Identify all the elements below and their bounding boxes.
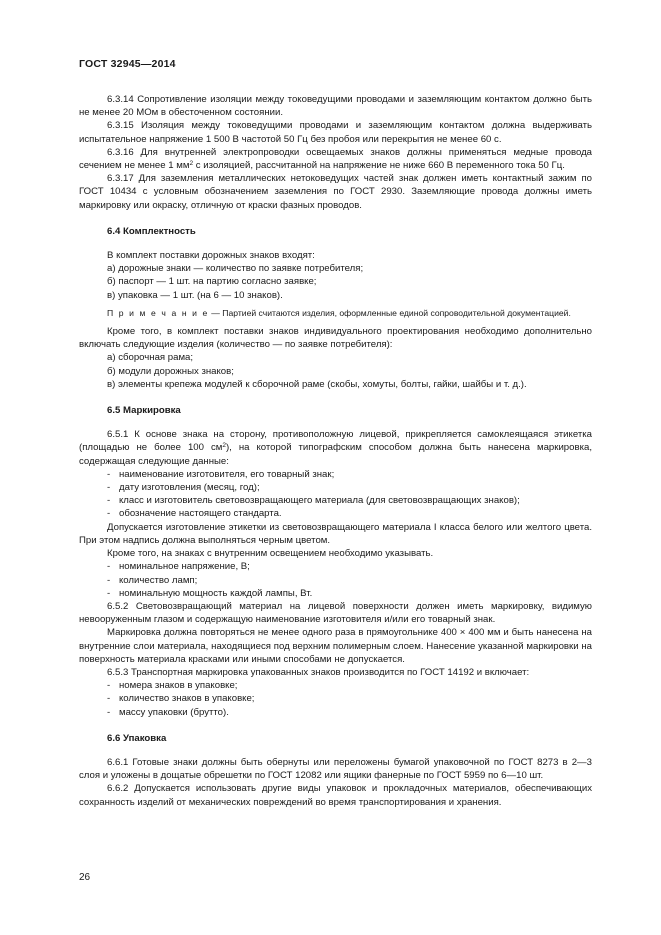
list-item: б) модули дорожных знаков; xyxy=(107,365,234,377)
note xyxy=(79,307,592,320)
section-heading-6-4: 6.4 Комплектность xyxy=(107,225,196,237)
paragraph-6-3-16 xyxy=(79,146,592,172)
list-item: б) паспорт — 1 шт. на партию согласно заявке; xyxy=(107,276,317,288)
list-item: в) элементы крепежа модулей к сборочной раме (скобы, хомуты, болты, гайки, шайбы и т. д.). xyxy=(107,378,527,390)
dash-list-item: - номинальное напряжение, В; xyxy=(107,561,250,573)
paragraph-6-6-2: 6.6.2 Допускается использовать другие виды упаковок и прокладочных материалов, обеспечивающих сохранность изделий от механических повреждений во время транспортирования и хранения. xyxy=(79,783,592,808)
document-header: ГОСТ 32945—2014 xyxy=(79,58,176,70)
superscript: 2 xyxy=(222,442,226,450)
dash-list-item: - номера знаков в упаковке; xyxy=(107,680,238,692)
paragraph-6-5-2: 6.5.2 Световозвращающий материал на лицевой поверхности должен иметь маркировку, видимую невооруженным глазом и содержащую наименование изготовителя и/или его товарный знак. xyxy=(79,600,592,626)
paragraph-6-3-16-text-a: 6.3.16 Для внутренней электропроводки освещаемых знаков должны применяться медные провода сечением не менее 1 мм xyxy=(79,146,592,172)
dash-list-item: - класс и изготовитель световозвращающего материала (для световозвращающих знаков); xyxy=(107,495,520,507)
paragraph-6-3-14: 6.3.14 Сопротивление изоляции между токоведущими проводами и заземляющим контактом должно быть не менее 20 МОм в обесточенном состоянии. xyxy=(79,94,592,119)
section-heading-6-6: 6.6 Упаковка xyxy=(107,732,167,744)
paragraph-6-3-16-text-b: с изоляцией, рассчитанной на напряжение не ниже 660 В переменного тока 50 Гц. xyxy=(193,160,565,172)
dash-list-item: - наименование изготовителя, его товарный знак; xyxy=(107,468,335,480)
document-body xyxy=(79,93,592,809)
note-text: — Партией считаются изделия, оформленные единой сопроводительной документацией. xyxy=(208,307,571,318)
dash-list-item: - дату изготовления (месяц, год); xyxy=(107,482,260,494)
dash-list-item: - количество знаков в упаковке; xyxy=(107,693,255,705)
paragraph-6-5-3: 6.5.3 Транспортная маркировка упакованных знаков производится по ГОСТ 14192 и включает: xyxy=(107,666,530,678)
dash-list-item: - номинальную мощность каждой лампы, Вт. xyxy=(107,587,313,599)
section-heading-6-5: 6.5 Маркировка xyxy=(107,405,181,417)
dash-list-item: - обозначение настоящего стандарта. xyxy=(107,508,282,520)
paragraph-internal-lighting: Кроме того, на знаках с внутренним освещением необходимо указывать. xyxy=(107,548,434,560)
paragraph-6-5-1 xyxy=(79,428,592,468)
superscript: 2 xyxy=(189,160,194,168)
list-intro: В комплект поставки дорожных знаков входят: xyxy=(107,250,315,262)
list-item: а) сборочная рама; xyxy=(107,352,194,364)
dash-list-item: - количество ламп; xyxy=(107,574,198,586)
paragraph-6-3-15: 6.3.15 Изоляция между токоведущими проводами и заземляющим контактом должна выдерживать испытательное напряжение 1 500 В частотой 50 Гц без пробоя или перекрытия не менее 60 с. xyxy=(79,120,592,145)
note-label: П р и м е ч а н и е xyxy=(107,307,209,318)
paragraph-6-5-1-text-b: ), на которой типографским способом должна быть нанесена маркировка, содержащая следующие данные: xyxy=(79,442,592,467)
list-item: а) дорожные знаки — количество по заявке потребителя; xyxy=(107,263,364,275)
page-number: 26 xyxy=(79,872,91,883)
paragraph-6-5-2-b: Маркировка должна повторяться не менее одного раза в прямоугольнике 400 × 400 мм и быть нанесена на внутренние слои материала, находящиеся под верхним полимерным слоем. Нанесение указанной маркировки на поверхность материала красками или иными способами не допускается. xyxy=(79,627,592,665)
paragraph-extra-intro: Кроме того, в комплект поставки знаков индивидуального проектирования необходимо дополнительно включать следующие изделия (количество — по заявке потребителя): xyxy=(79,326,592,351)
paragraph-label-material: Допускается изготовление этикетки из световозвращающего материала I класса белого или желтого цвета. При этом надпись должна выполняться черным цветом. xyxy=(79,521,592,546)
paragraph-6-5-1-text-a: 6.5.1 К основе знака на сторону, противоположную лицевой, прикрепляется самоклеящаяся этикетка (площадью не более 100 см xyxy=(79,429,592,454)
list-item: в) упаковка — 1 шт. (на 6 — 10 знаков). xyxy=(107,289,283,301)
paragraph-6-3-17: 6.3.17 Для заземления металлических нетоковедущих частей знак должен иметь контактный зажим по ГОСТ 10434 с условным обозначением заземления по ГОСТ 2930. Заземляющие провода должны иметь маркировку или окраску, отличную от краски фазных проводов. xyxy=(79,173,592,211)
dash-list-item: - массу упаковки (брутто). xyxy=(107,706,229,718)
paragraph-6-6-1: 6.6.1 Готовые знаки должны быть обернуты или переложены бумагой упаковочной по ГОСТ 8273 в 2—3 слоя и уложены в дощатые обрешетки по ГОСТ 12082 или ящики фанерные по ГОСТ 5959 по 6—10 шт. xyxy=(79,756,592,782)
